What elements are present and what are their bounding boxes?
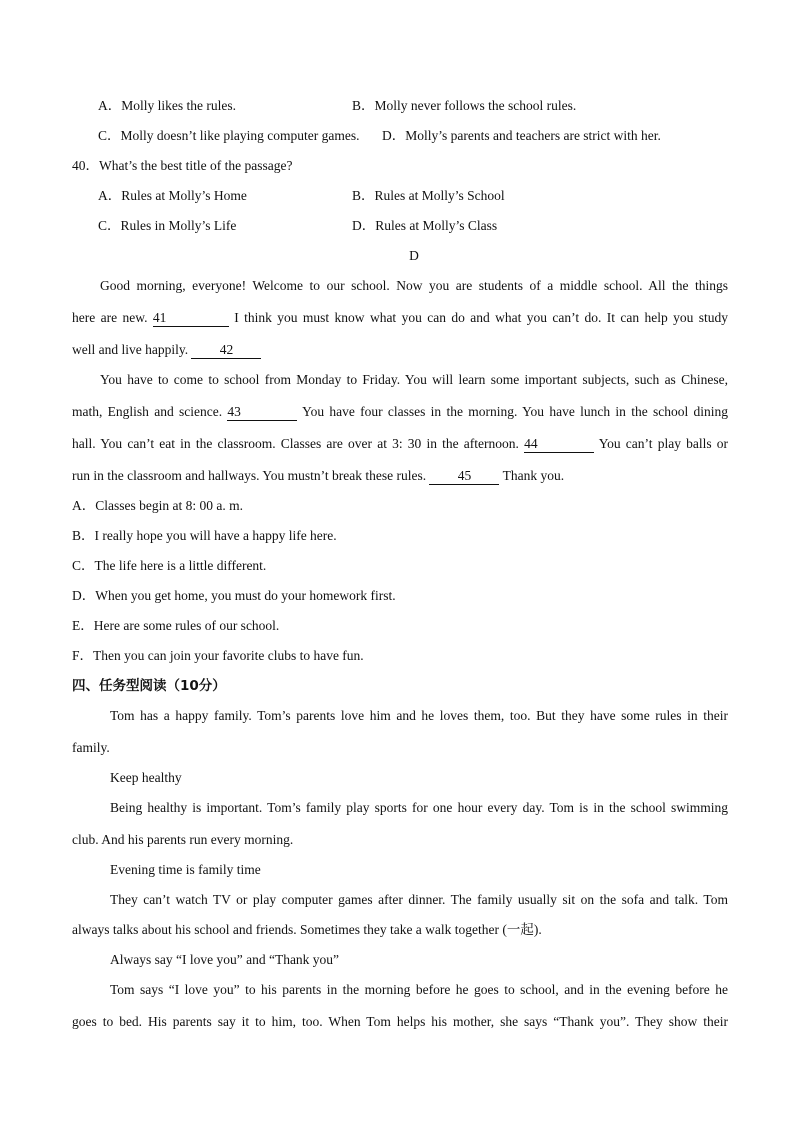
q39-option-d: D．Molly’s parents and teachers are strict with her. <box>382 128 661 143</box>
section-4-p3-line1: They can’t watch TV or play computer games after dinner. The family usually sit on the sofa and talk. Tom <box>110 892 728 907</box>
p1-line2-pre: here are new. <box>72 310 148 325</box>
p2-line3-post: You can’t play balls or <box>598 436 729 451</box>
p2-line3-pre: hall. You can’t eat in the classroom. Classes are over at 3: 30 in the afternoon. <box>72 436 519 451</box>
blank-41[interactable]: 41 <box>153 310 229 327</box>
q40-stem: 40．What’s the best title of the passage? <box>72 158 293 173</box>
p1-line3-pre: well and live happily. <box>72 342 189 357</box>
section-4-p3-line2: always talks about his school and friends. Sometimes they take a walk together (一起). <box>72 922 542 937</box>
section-d-p1-line1: Good morning, everyone! Welcome to our school. Now you are students of a middle school. All the things <box>100 278 728 293</box>
section-d-option-f: F．Then you can join your favorite clubs to have fun. <box>72 648 364 663</box>
q40-option-b: B．Rules at Molly’s School <box>352 188 505 203</box>
p2-line4-pre: run in the classroom and hallways. You mustn’t break these rules. <box>72 468 427 483</box>
blank-42[interactable]: 42 <box>191 342 261 359</box>
section-4-p2-line1: Being healthy is important. Tom’s family play sports for one hour every day. Tom is in the school swimming <box>110 800 728 815</box>
section-d-p2-line4 <box>72 466 564 486</box>
section-4-subheading-2: Evening time is family time <box>110 862 261 877</box>
q39-option-b: B．Molly never follows the school rules. <box>352 98 577 113</box>
section-d-p2-line3 <box>72 434 728 454</box>
section-4-p1-line1: Tom has a happy family. Tom’s parents love him and he loves them, too. But they have some rules in their <box>110 708 728 723</box>
q39-option-c: C．Molly doesn’t like playing computer games. <box>98 128 360 143</box>
section-d-p1-line3 <box>72 340 261 360</box>
p2-line2-pre: math, English and science. <box>72 404 223 419</box>
section-d-option-d: D．When you get home, you must do your homework first. <box>72 588 396 603</box>
section-d-p2-line1: You have to come to school from Monday to Friday. You will learn some important subjects, such as Chinese, <box>100 372 728 387</box>
section-4-subheading-3: Always say “I love you” and “Thank you” <box>110 952 340 967</box>
section-4-heading: 四、任务型阅读（10分） <box>72 678 226 694</box>
blank-44[interactable]: 44 <box>524 436 594 453</box>
section-4-p4-line2: goes to bed. His parents say it to him, too. When Tom helps his mother, she says “Thank you”. They show their <box>72 1014 728 1029</box>
p1-line2-post: I think you must know what you can do and what you can’t do. It can help you study <box>234 310 729 325</box>
section-d-heading: D <box>409 248 419 263</box>
p2-line4-post: Thank you. <box>502 468 565 483</box>
section-4-p1-line2: family. <box>72 740 110 755</box>
blank-45[interactable]: 45 <box>429 468 499 485</box>
section-4-subheading-1: Keep healthy <box>110 770 182 785</box>
section-d-option-e: E．Here are some rules of our school. <box>72 618 280 633</box>
section-4-p4-line1: Tom says “I love you” to his parents in the morning before he goes to school, and in the evening before he <box>110 982 728 997</box>
q40-option-d: D．Rules at Molly’s Class <box>352 218 498 233</box>
p2-line2-post: You have four classes in the morning. You have lunch in the school dining <box>302 404 729 419</box>
section-d-option-b: B．I really hope you will have a happy life here. <box>72 528 337 543</box>
section-d-p2-line2 <box>72 402 728 422</box>
section-d-option-a: A．Classes begin at 8: 00 a. m. <box>72 498 243 513</box>
q39-option-a: A．Molly likes the rules. <box>98 98 236 113</box>
section-4-p2-line2: club. And his parents run every morning. <box>72 832 294 847</box>
section-d-option-c: C．The life here is a little different. <box>72 558 267 573</box>
q40-option-a: A．Rules at Molly’s Home <box>98 188 247 203</box>
q40-option-c: C．Rules in Molly’s Life <box>98 218 237 233</box>
blank-43[interactable]: 43 <box>227 404 297 421</box>
section-d-p1-line2 <box>72 308 728 328</box>
